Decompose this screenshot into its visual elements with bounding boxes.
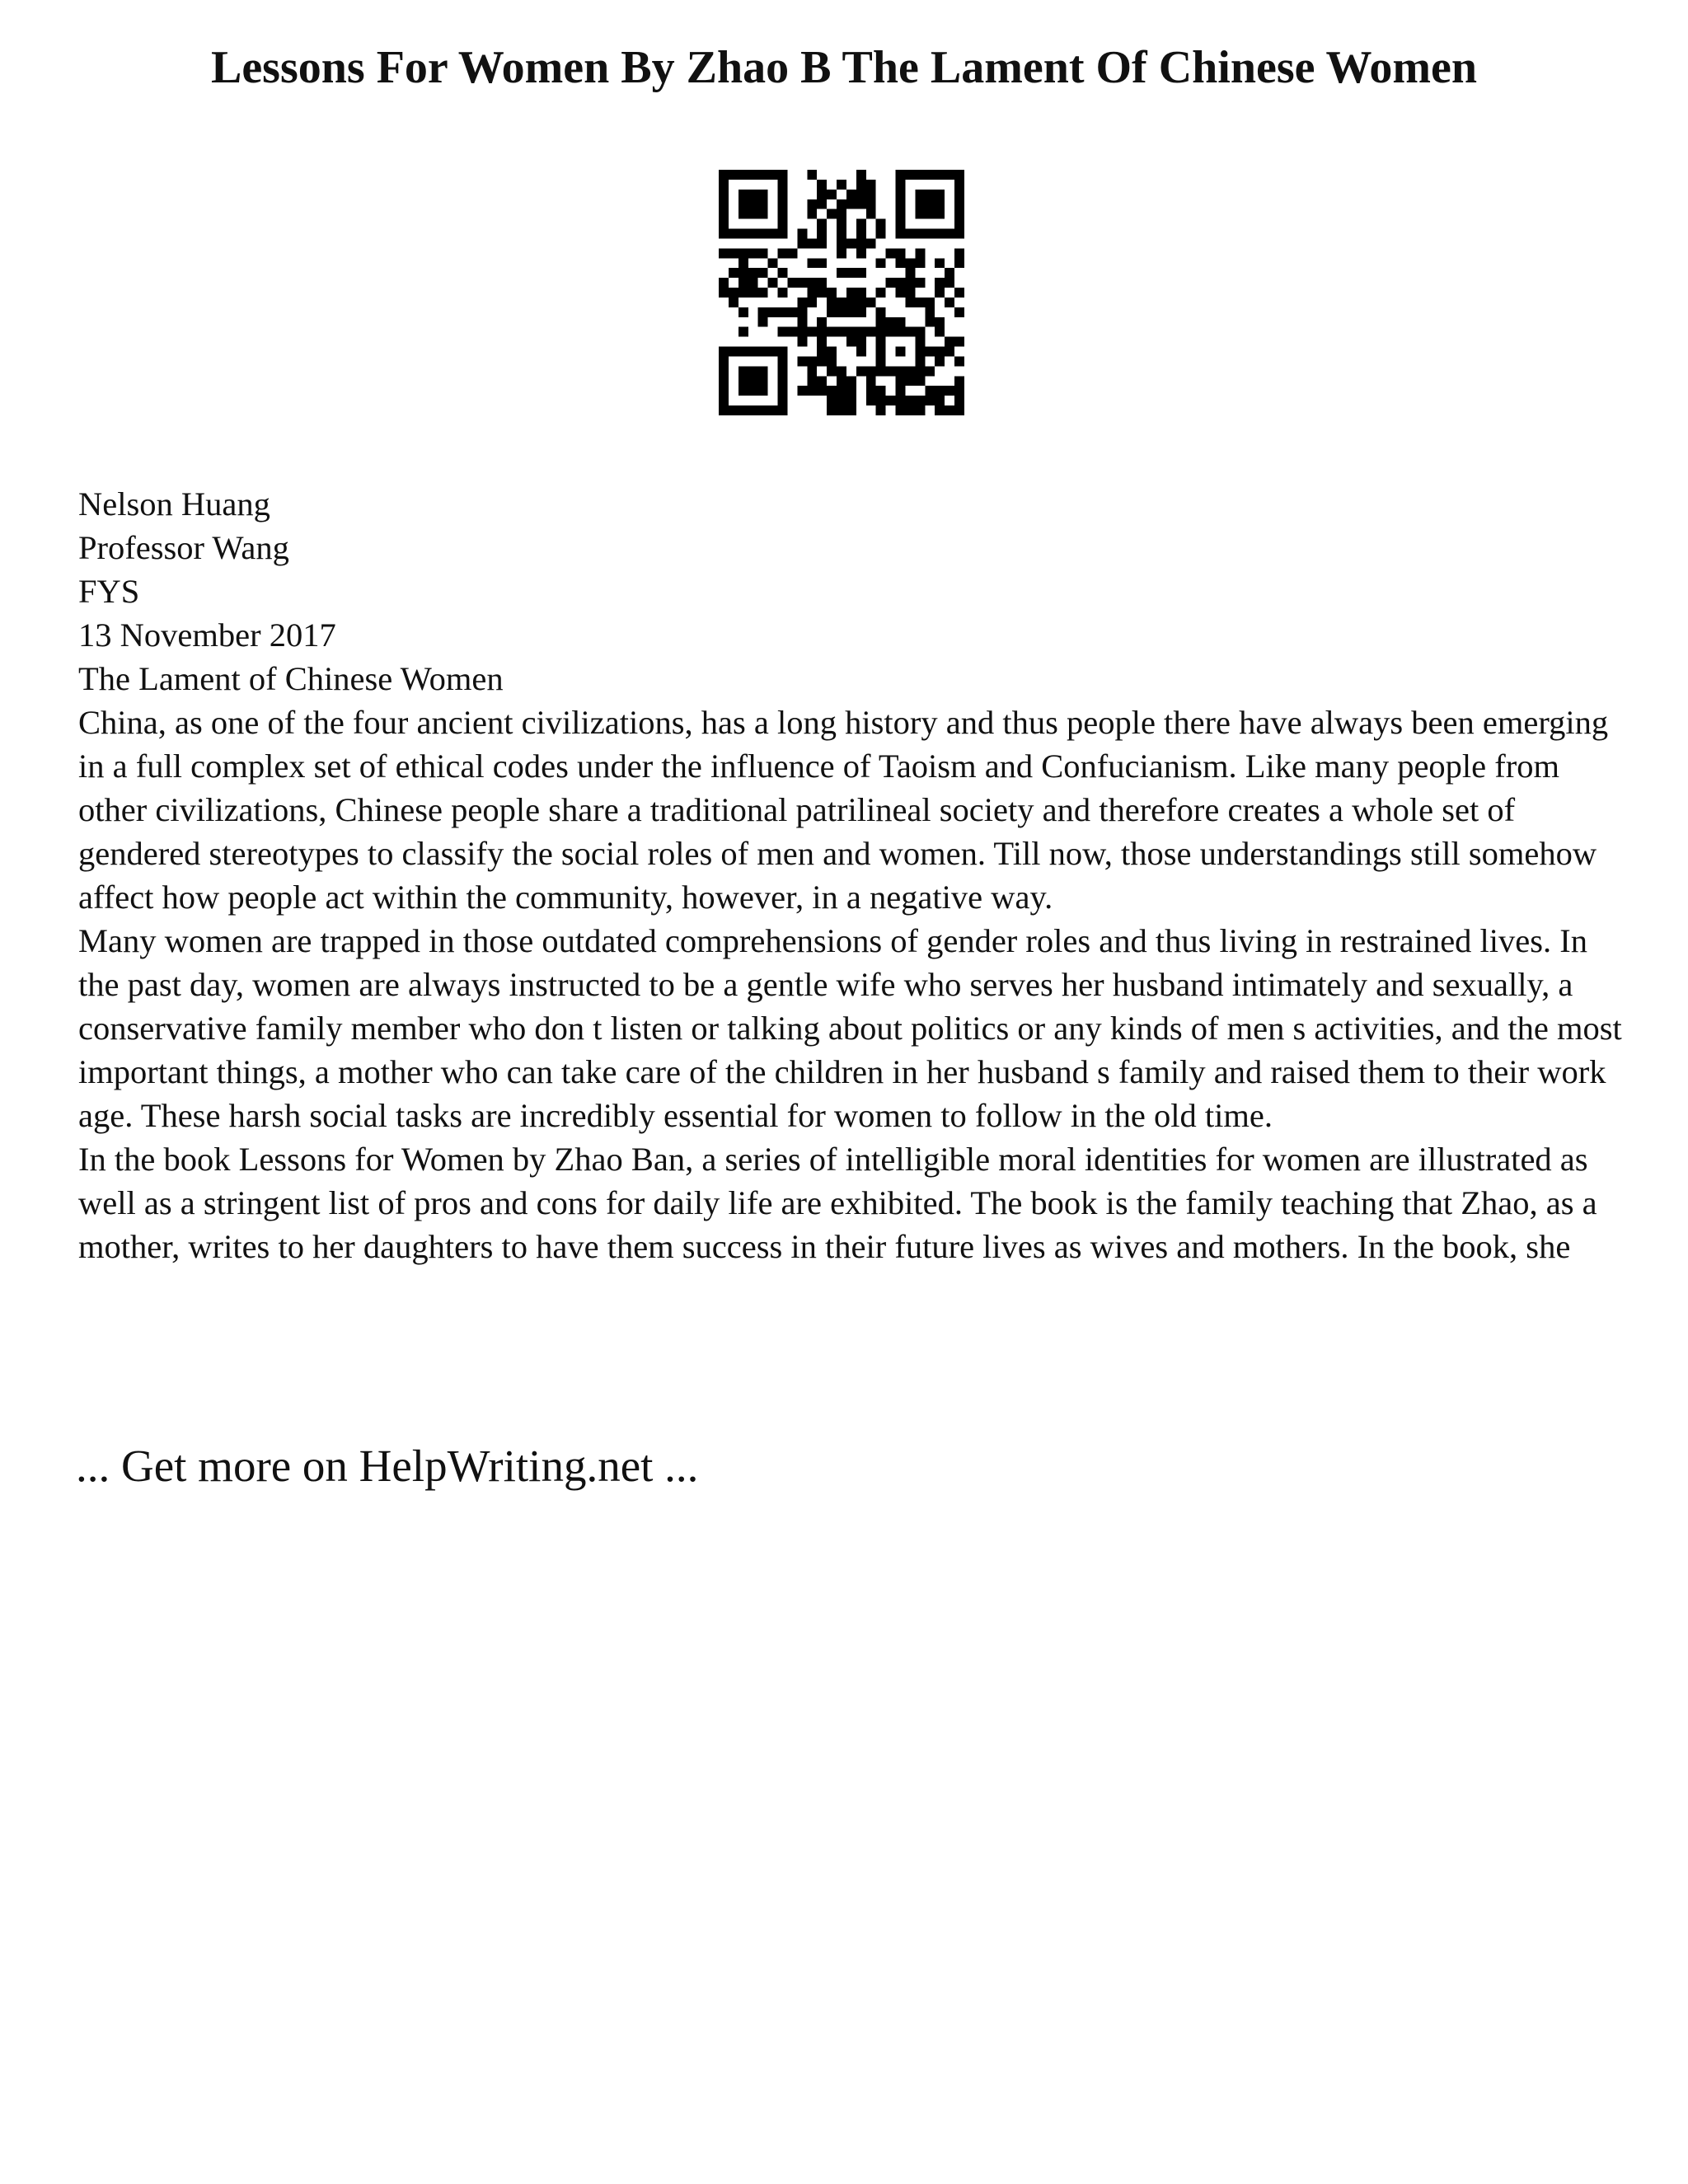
qr-code-icon: [719, 170, 964, 415]
paragraph-1: China, as one of the four ancient civilizations, has a long history and thus people there have always been emerging in a full complex set of ethical codes under the influence of Taoism and Confucianism. Like many people from other civilizations, Chinese people share a traditional patrilineal society and therefore creates a whole set of gendered stereotypes to classify the social roles of men and women. Till now, those understandings still somehow affect how people act within the community, however, in a negative way.: [78, 704, 1609, 916]
course-line: FYS: [78, 573, 140, 610]
date-line: 13 November 2017: [78, 616, 336, 654]
document-body: [78, 482, 1628, 1268]
document-title: Lessons For Women By Zhao B The Lament Of Chinese Women: [210, 42, 1478, 93]
paragraph-2: Many women are trapped in those outdated comprehensions of gender roles and thus living in restrained lives. In the past day, women are always instructed to be a gentle wife who serves her husband intimately and sexually, a conservative family member who don t listen or talking about politics or any kinds of men s activities, and the most important things, a mother who can take care of the children in her husband s family and raised them to their work age. These harsh social tasks are incredibly essential for women to follow in the old time.: [78, 922, 1622, 1134]
paragraph-3: In the book Lessons for Women by Zhao Ban, a series of intelligible moral identities for women are illustrated as well as a stringent list of pros and cons for daily life are exhibited. The book is the family teaching that Zhao, as a mother, writes to her daughters to have them success in their future lives as wives and mothers. In the book, she: [78, 1141, 1597, 1265]
qr-code-graphic: [719, 170, 964, 415]
author-line: Nelson Huang: [78, 485, 270, 523]
get-more-link[interactable]: ... Get more on HelpWriting.net ...: [76, 1441, 699, 1491]
professor-line: Professor Wang: [78, 529, 289, 566]
essay-title-line: The Lament of Chinese Women: [78, 660, 504, 697]
